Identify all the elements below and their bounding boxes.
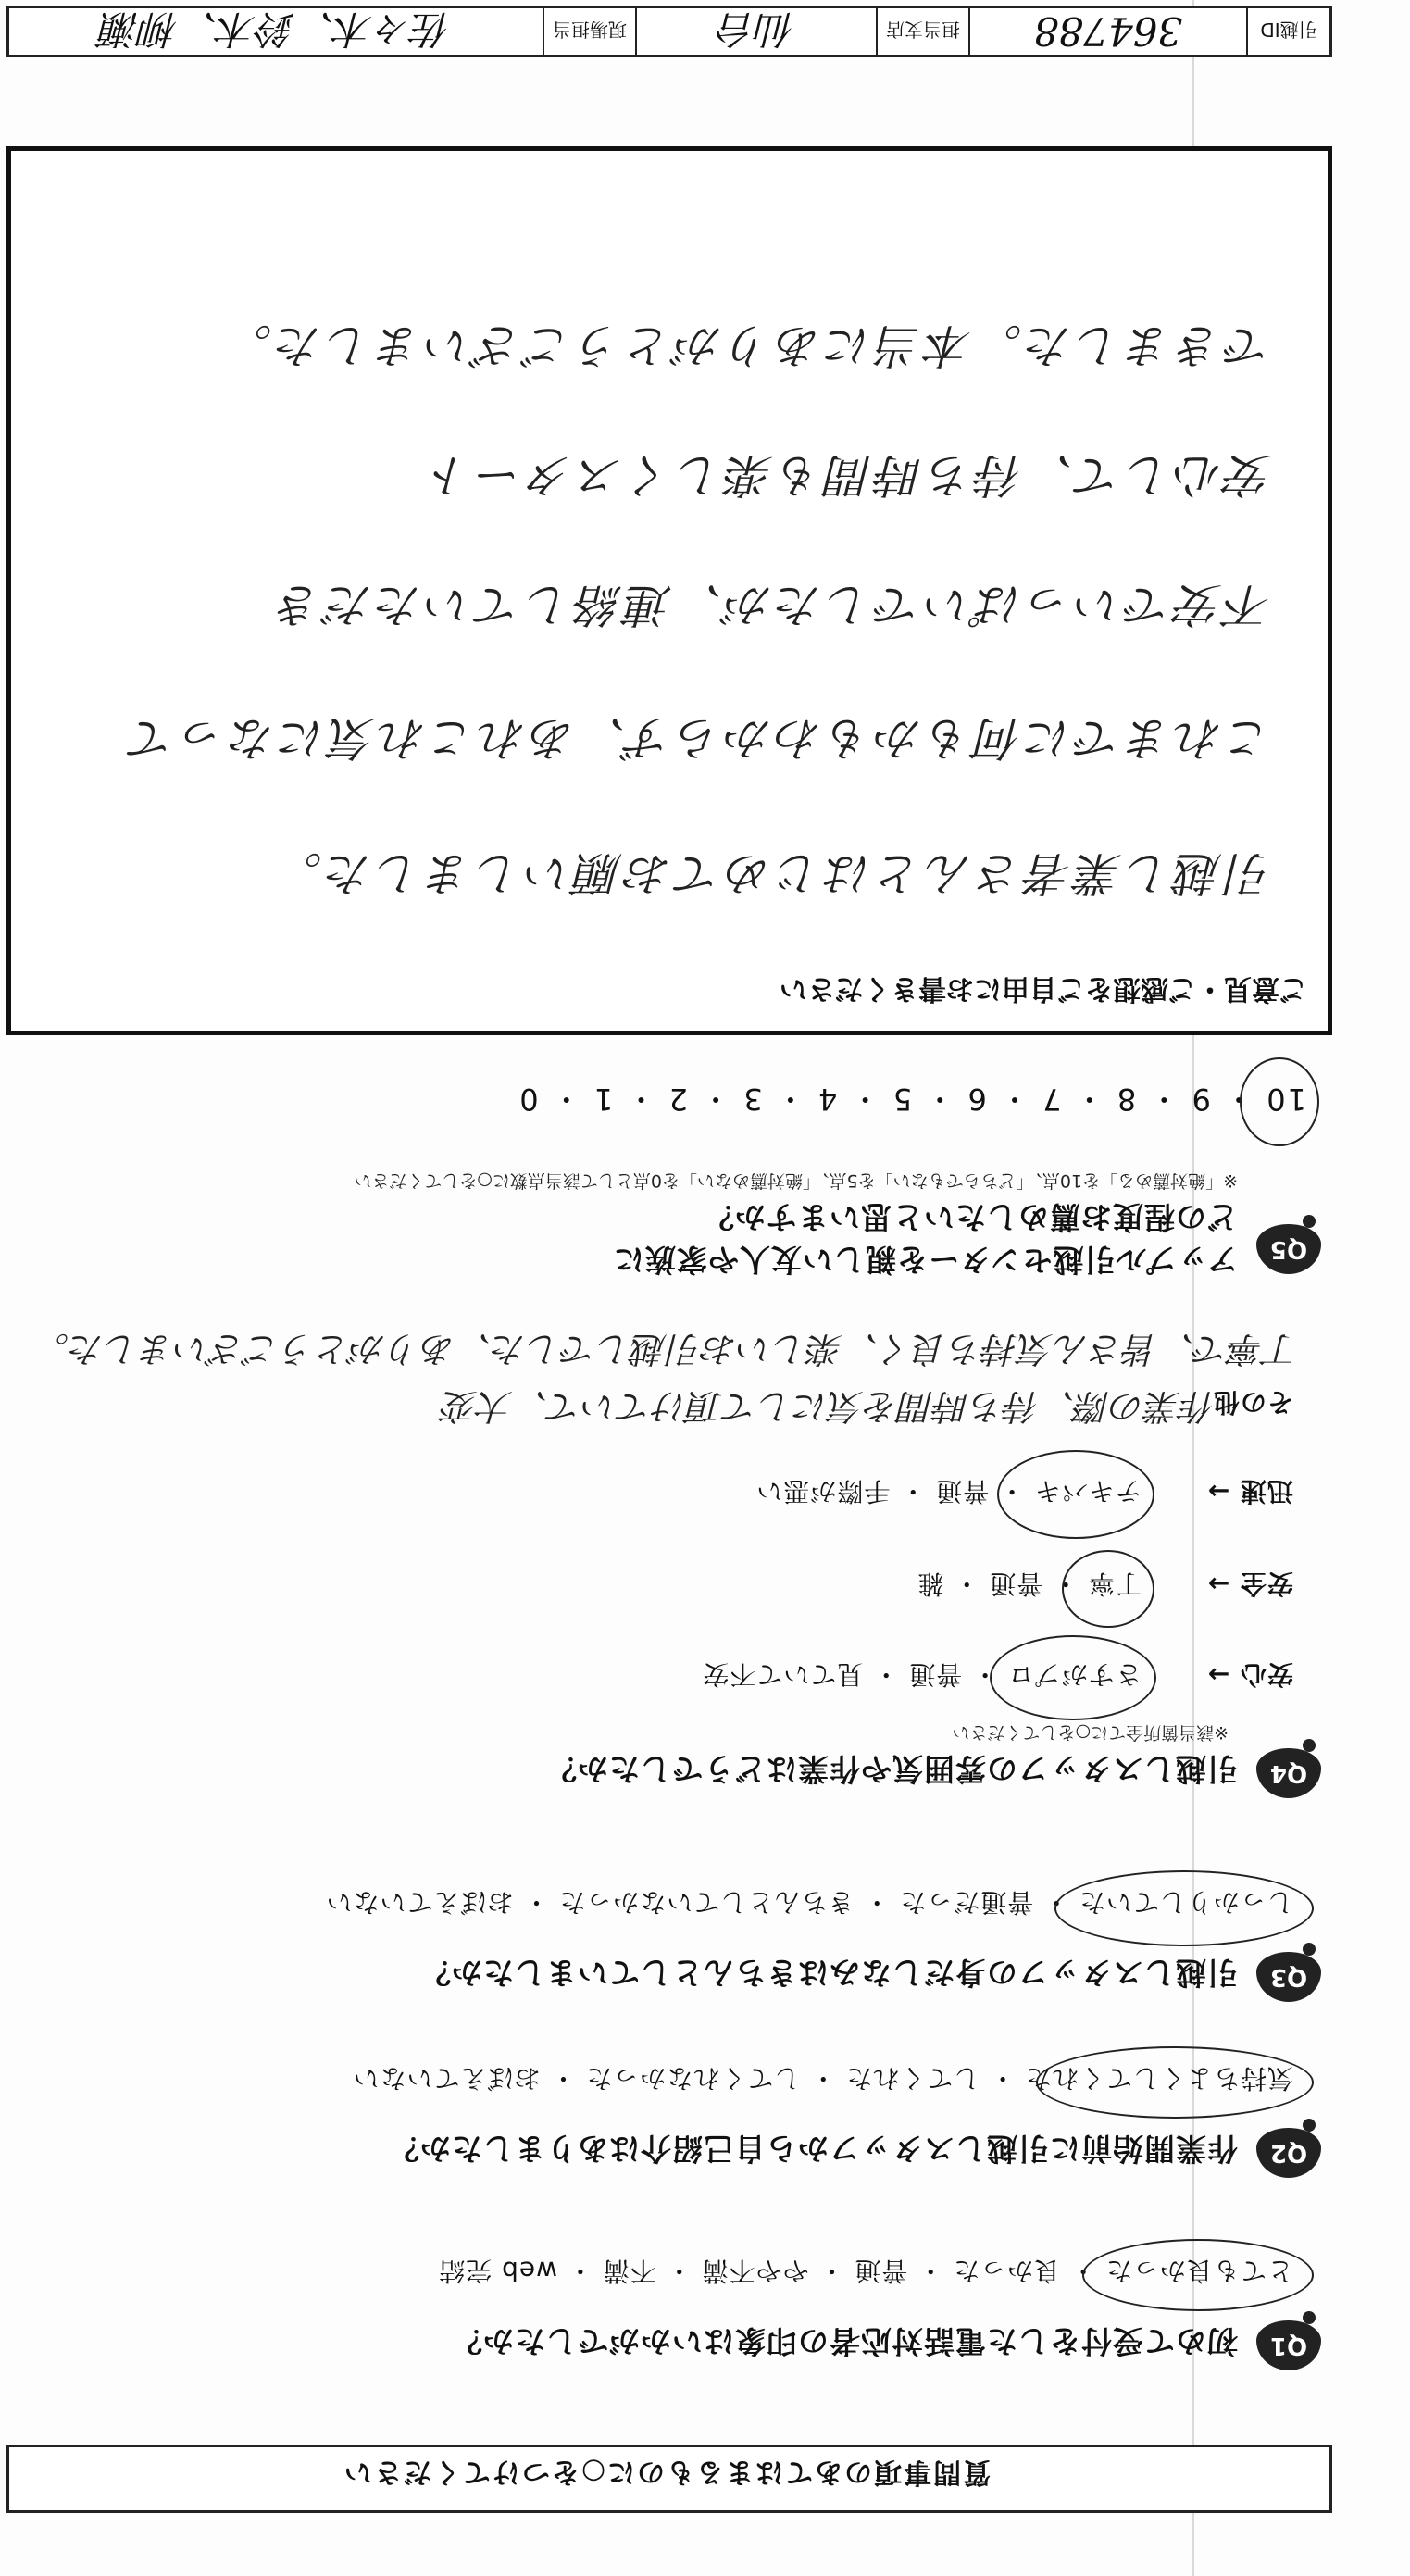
q4-note: ※該当箇所全てに○をしてください [952, 1722, 1229, 1743]
q4-other-label: その他 [1212, 1387, 1293, 1418]
q4-row-1-circle [990, 1635, 1156, 1720]
q5-badge: Q5 [1256, 1224, 1321, 1274]
q5-note: ※「絶対薦める」を10点、「どちらでもない」を5点、「絶対薦めない」を0点として該当点数に○をしてください [354, 1170, 1238, 1191]
comment-line-3: 不安でいっぱいでしたが、連絡していただき [272, 578, 1272, 631]
staff-label-cell [543, 8, 635, 55]
branch-value-cell[interactable] [635, 8, 876, 55]
q4-row-3-options[interactable]: テキパキ ・ 普通 ・ 手際が悪い [755, 1476, 1142, 1507]
q5-question-line-2: どの程度お薦めしたいと思いますか？ [703, 1199, 1238, 1235]
staff-value-cell[interactable] [9, 8, 543, 55]
q4-other-handwriting-2: 丁寧で、皆さん気持ち良く、楽しいお引越しでした、ありがとうございました。 [33, 1329, 1299, 1369]
q4-question: 引越しスタッフの雰囲気や作業はどうでしたか？ [545, 1751, 1238, 1787]
comment-line-1: 引越し業者さんとはじめてお願いしました。 [272, 846, 1272, 900]
q4-row-2-label: 安全 → [1206, 1569, 1293, 1599]
q1-question: 初めて受付をした電話対応者の印象はいかがでしたか？ [451, 2323, 1238, 2359]
q5-question-line-1: アップル引越センターを親しい友人や家族に [612, 1242, 1238, 1278]
staff-info-row [6, 6, 1332, 57]
q3-badge: Q3 [1256, 1952, 1321, 2002]
q4-badge: Q4 [1256, 1748, 1321, 1798]
q2-selected-circle [1036, 2046, 1314, 2119]
q4-row-2-options[interactable]: 丁寧 ・ 普通 ・ 雑 [917, 1569, 1142, 1599]
q1-selected-circle [1082, 2239, 1314, 2311]
comment-line-2: これまでに何もかもわからず、あれこれ気になって [126, 711, 1272, 765]
instruction-header [6, 2445, 1332, 2513]
q4-row-1-options[interactable]: さすがプロ ・ 普通 ・ 見ていて不安 [702, 1659, 1142, 1690]
q3-options[interactable]: しっかりしていた ・ 普通だった ・ きちんとしていなかった ・ おぼえていない [325, 1887, 1293, 1918]
q4-row-3-label: 迅速 → [1206, 1476, 1293, 1507]
q5-scale[interactable]: 10 ・ 9 ・ 8 ・ 7 ・ 6 ・ 5 ・ 4 ・ 3 ・ 2 ・ 1 ・ 0 [518, 1082, 1306, 1117]
staff-value: 佐々木、鈴木、柳瀬 [101, 6, 452, 52]
comment-title: ご意見・ご感想をご自由にお書きください [780, 972, 1307, 1005]
q4-other-handwriting-1: 作業の際、待ち時間を気にして頂けていて、大変 [442, 1386, 1216, 1427]
branch-value: 仙台 [717, 6, 796, 52]
q3-question: 引越しスタッフの身だしなみはきちんとしていましたか？ [419, 1955, 1238, 1991]
id-value-cell[interactable] [968, 8, 1246, 55]
q1-badge: Q1 [1256, 2320, 1321, 2370]
q2-options[interactable]: 気持ちよくしてくれた ・ してくれた ・ してくれなかった ・ おぼえていない [352, 2063, 1293, 2094]
comment-box[interactable] [6, 146, 1332, 1035]
q5-selected-circle [1240, 1057, 1319, 1146]
q4-row-3-circle [997, 1450, 1154, 1539]
branch-label: 担当支店 [886, 19, 960, 42]
id-label: 引越ID [1260, 19, 1317, 42]
q4-row-2-circle [1062, 1550, 1154, 1628]
q4-row-1-label: 安心 → [1206, 1659, 1293, 1690]
q2-question: 作業開始前に引越しスタッフから自己紹介はありましたか？ [388, 2131, 1238, 2167]
comment-line-5: できました。本当にありがとうございました。 [222, 319, 1272, 372]
staff-label: 現場担当 [553, 19, 627, 42]
branch-label-cell [876, 8, 968, 55]
q3-selected-circle [1054, 1870, 1314, 1946]
instruction-text: 質問事項のあてはまるものに○をつけてください [342, 2456, 992, 2488]
id-label-cell [1246, 8, 1329, 55]
q1-options[interactable]: とても良かった ・ 良かった ・ 普通 ・ やや不満 ・ 不満 ・ web 完結 [438, 2256, 1293, 2286]
comment-line-4: 安心して、待ち時間も楽しくスタート [423, 448, 1272, 502]
id-value: 364788 [1033, 8, 1183, 55]
q2-badge: Q2 [1256, 2128, 1321, 2178]
